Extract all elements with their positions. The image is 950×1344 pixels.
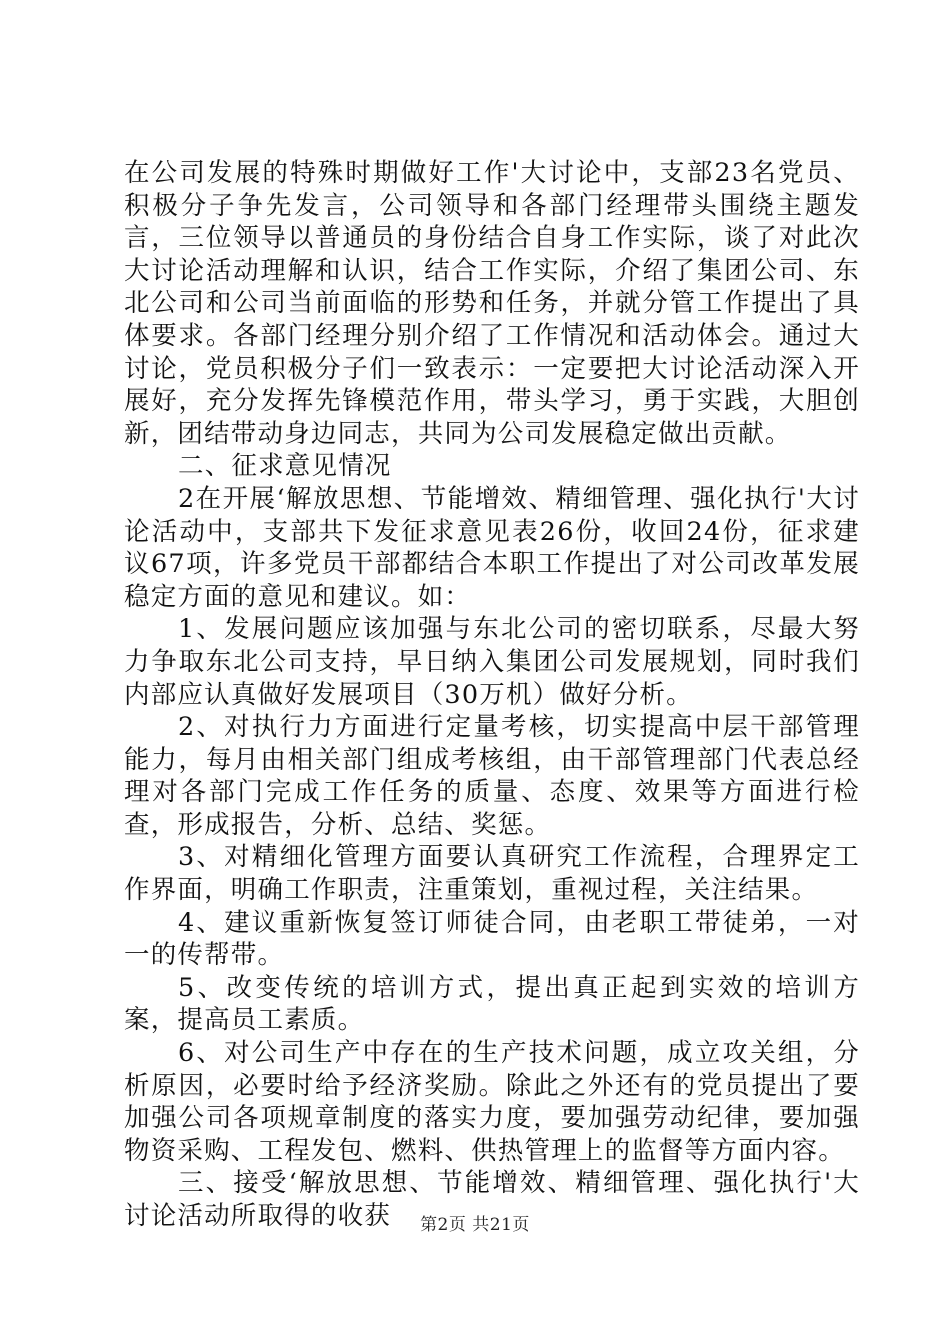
opinion-item-5: 5、改变传统的培训方式，提出真正起到实效的培训方案，提高员工素质。 — [124, 972, 860, 1036]
paragraph-continuation: 在公司发展的特殊时期做好工作'大讨论中，支部23名党员、积极分子争先发言，公司领导和各部门经理带头围绕主题发言，三位领导以普通员的身份结合自身工作实际，谈了对此次大讨论活动理解和认识，结合工作实际，介绍了集团公司、东北公司和公司当前面临的形势和任务，并就分管工作提出了具体要求。各部门经理分别介绍了工作情况和活动体会。通过大讨论，党员积极分子们一致表示：一定要把大讨论活动深入开展好，充分发挥先锋模范作用，带头学习，勇于实践，大胆创新，团结带动身边同志，共同为公司发展稳定做出贡献。 — [124, 158, 860, 449]
opinion-item-4: 4、建议重新恢复签订师徒合同，由老职工带徒弟，一对一的传帮带。 — [124, 907, 860, 971]
section-heading-3: 三、接受‘解放思想、节能增效、精细管理、强化执行'大讨论活动所取得的收获 — [124, 1168, 860, 1231]
opinion-item-2: 2、对执行力方面进行定量考核，切实提高中层干部管理能力，每月由相关部门组成考核组，由干部管理部门代表总经理对各部门完成工作任务的质量、态度、效果等方面进行检查，形成报告，分析、总结、奖惩。 — [124, 712, 860, 840]
opinion-item-6: 6、对公司生产中存在的生产技术问题，成立攻关组，分析原因，必要时给予经济奖励。除此之外还有的党员提出了要加强公司各项规章制度的落实力度，要加强劳动纪律，要加强物资采购、工程发包、燃料、供热管理上的监督等方面内容。 — [124, 1038, 860, 1166]
section-heading-2: 二、征求意见情况 — [178, 451, 392, 482]
opinion-item-3: 3、对精细化管理方面要认真研究工作流程，合理界定工作界面，明确工作职责，注重策划，重视过程，关注结果。 — [124, 842, 860, 906]
paragraph-opinions-intro: 2在开展‘解放思想、节能增效、精细管理、强化执行'大讨论活动中，支部共下发征求意见表26份，收回24份，征求建议67项，许多党员干部都结合本职工作提出了对公司改革发展稳定方面的意见和建议。如： — [124, 483, 860, 612]
opinion-item-1: 1、发展问题应该加强与东北公司的密切联系，尽最大努力争取东北公司支持，早日纳入集团公司发展规划，同时我们内部应认真做好发展项目（30万机）做好分析。 — [124, 614, 860, 710]
page-footer: 第2页 共21页 — [420, 1215, 530, 1235]
document-body — [124, 157, 860, 1233]
